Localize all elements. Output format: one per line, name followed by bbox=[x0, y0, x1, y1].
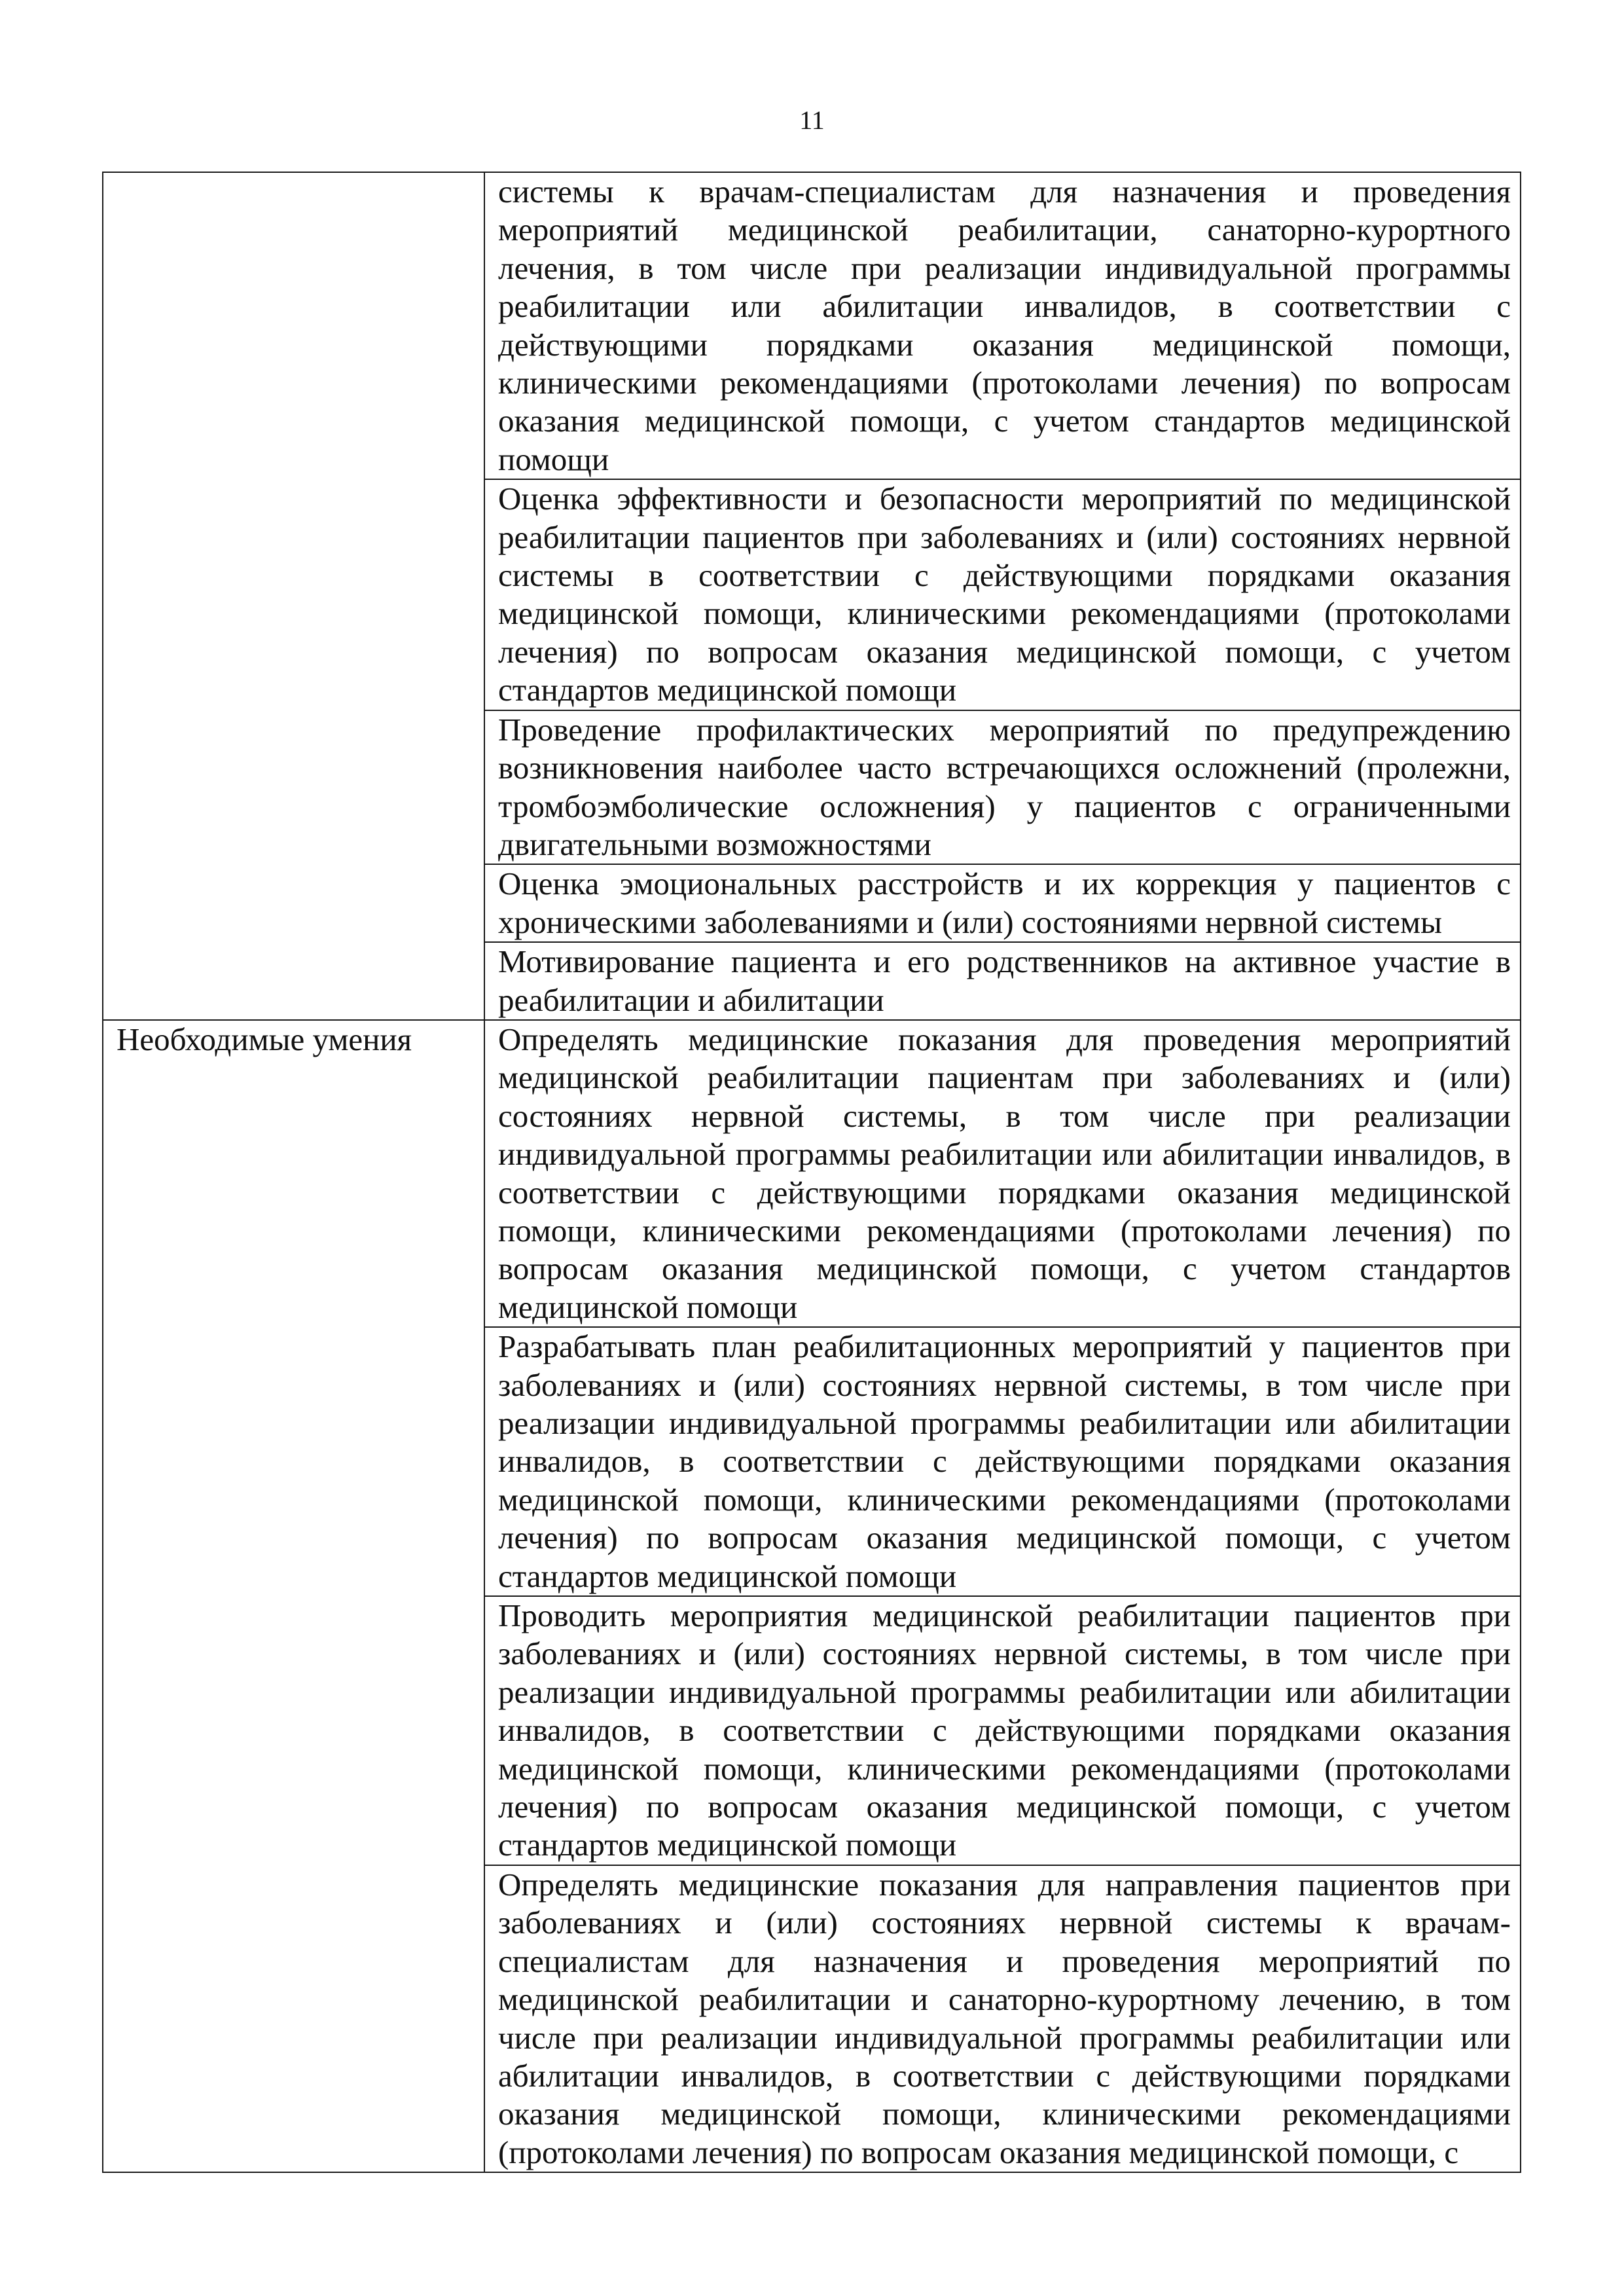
row-text: Проводить мероприятия медицинской реабилитации пациентов при заболеваниях и (или) состояниях нервной системы, в том числе при реализации индивидуальной программы реабилитации или абилитации инвалидов, в соответствии с действующими порядками оказания медицинской помощи, клиническими рекомендациями (протоколами лечения) по вопросам оказания медицинской помощи, с учетом стандартов медицинской помощи bbox=[498, 1597, 1511, 1863]
row-label-required-skills: Необходимые умения bbox=[117, 1021, 412, 1057]
table-row bbox=[103, 172, 1521, 479]
row-text-cell bbox=[484, 864, 1521, 942]
row-text-cell bbox=[484, 1020, 1521, 1327]
row-text-cell bbox=[484, 1327, 1521, 1596]
row-text: Оценка эффективности и безопасности мероприятий по медицинской реабилитации пациентов при заболеваниях и (или) состояниях нервной системы в соответствии с действующими порядками оказания медицинской помощи, клиническими рекомендациями (протоколами лечения) по вопросам оказания медицинской помощи, с учетом стандартов медицинской помощи bbox=[498, 481, 1511, 708]
qualification-table bbox=[102, 172, 1521, 2173]
row-text-cell bbox=[484, 1865, 1521, 2172]
row-text-cell bbox=[484, 172, 1521, 479]
row-text: Разрабатывать план реабилитационных мероприятий у пациентов при заболеваниях и (или) состояниях нервной системы, в том числе при реализации индивидуальной программы реабилитации или абилитации инвалидов, в соответствии с действующими порядками оказания медицинской помощи, клиническими рекомендациями (протоколами лечения) по вопросам оказания медицинской помощи, с учетом стандартов медицинской помощи bbox=[498, 1328, 1511, 1594]
page-number: 11 bbox=[799, 105, 825, 135]
row-text-cell bbox=[484, 479, 1521, 710]
row-text: Мотивирование пациента и его родственников на активное участие в реабилитации и абилитации bbox=[498, 943, 1511, 1018]
row-text: Оценка эмоциональных расстройств и их коррекция у пациентов с хроническими заболеваниями и (или) состояниями нервной системы bbox=[498, 866, 1511, 940]
row-text: Определять медицинские показания для проведения мероприятий медицинской реабилитации пациентам при заболеваниях и (или) состояниях нервной системы, в том числе при реализации индивидуальной программы реабилитации или абилитации инвалидов, в соответствии с действующими порядками оказания медицинской помощи, клиническими рекомендациями (протоколами лечения) по вопросам оказания медицинской помощи, с учетом стандартов медицинской помощи bbox=[498, 1021, 1511, 1325]
row-text: Проведение профилактических мероприятий по предупреждению возникновения наиболее часто встречающихся осложнений (пролежни, тромбоэмболические осложнения) у пациентов с ограниченными двигательными возможностями bbox=[498, 711, 1511, 862]
row-text: Определять медицинские показания для направления пациентов при заболеваниях и (или) состояниях нервной системы к врачам-специалистам для назначения и проведения мероприятий по медицинской реабилитации и санаторно-курортному лечению, в том числе при реализации индивидуальной программы реабилитации или абилитации инвалидов, в соответствии с действующими порядками оказания медицинской помощи, клиническими рекомендациями (протоколами лечения) по вопросам оказания медицинской помощи, с bbox=[498, 1866, 1511, 2170]
row-text-cell bbox=[484, 942, 1521, 1020]
row-text-cell bbox=[484, 710, 1521, 865]
row-text-cell bbox=[484, 1596, 1521, 1865]
row-label-cell bbox=[103, 1020, 484, 2172]
row-text: системы к врачам-специалистам для назначения и проведения мероприятий медицинской реабилитации, санаторно-курортного лечения, в том числе при реализации индивидуальной программы реабилитации или абилитации инвалидов, в соответствии с действующими порядками оказания медицинской помощи, клиническими рекомендациями (протоколами лечения) по вопросам оказания медицинской помощи, с учетом стандартов медицинской помощи bbox=[498, 173, 1511, 477]
row-label-cell bbox=[103, 172, 484, 1020]
table-row bbox=[103, 1020, 1521, 1327]
